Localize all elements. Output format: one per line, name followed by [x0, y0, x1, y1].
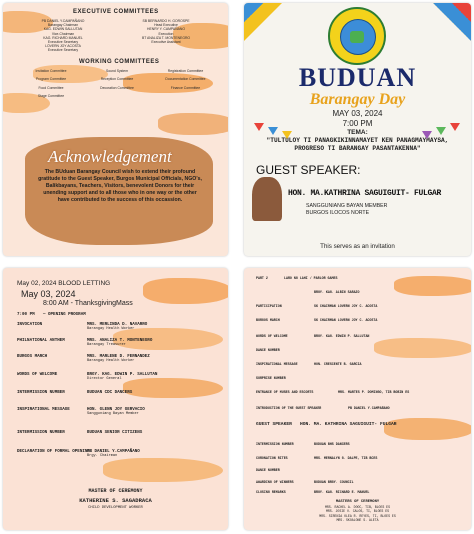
mc-title: MASTER OF CEREMONY	[88, 488, 143, 494]
pennant-flag	[436, 127, 446, 135]
guest-speaker-label: GUEST SPEAKER:	[256, 163, 361, 177]
program-row: SURPRISE NUMBER	[256, 376, 286, 380]
invitation-note: This serves as an invitation	[320, 243, 395, 250]
program-row: INSPIRATIONAL MESSAGE HON. GLENN JOY GERVACIO Sangguniang Bayan Member	[17, 408, 145, 416]
working-right-list: Registration Committee Documentation Committee Finance Committee	[165, 69, 206, 90]
guest-speaker-name: HON. MA.KATHRINA SAGUIGUIT- FULGAR	[288, 189, 442, 198]
program-row: CORONATION RITES MRS. MERNALYN G. DALPE, TIB BCES	[256, 456, 378, 460]
program-row: INTERMISSION NUMBER BUDUAN SENIOR CITIZENS	[17, 431, 143, 435]
mc-role: CHILD DEVELOPMENT WORKER	[88, 506, 143, 510]
program-row: INTRODUCTION OF THE GUEST SPEAKER PB DANIEL Y.CAMPAÑANO	[256, 406, 390, 410]
tema-text: "TULTULOY TI PANAGKIKINNAMAYET KEN PANAGMAYMAYSA, PROGRESO TI BARANGAY PASANTAKENNA"	[266, 137, 449, 152]
paint-splash	[103, 458, 223, 482]
program-row: INTERMISSION NUMBER BUDUAN BHS DANCERS	[256, 442, 350, 446]
event-title: BUDUAN	[298, 63, 417, 92]
event-subtitle: Barangay Day	[309, 91, 406, 108]
executive-committees-heading: EXECUTIVE COMMITTEES	[73, 9, 159, 15]
acknowledgement-title: Acknowledgement	[48, 147, 172, 166]
working-mid-list: Sound System Reception Committee Decoration Committee	[100, 69, 134, 90]
program-row: PARTICIPATION SK CHAIRMAN LOVERN JOY C. ACOSTA	[256, 304, 378, 308]
paint-splash	[158, 113, 228, 135]
bunting-corner	[433, 3, 471, 41]
program-row: INVOCATION MRS. MERLINDA D. NAVARRO Barangay Health Worker	[17, 323, 148, 331]
program-row: WORDS OF WELCOME BRGY. KAG. EDWIN P. SALLUTAN	[256, 334, 370, 338]
committees-panel	[3, 3, 228, 256]
program-row: PART 2 LARO NG LAHI / PARLOR GAMES	[256, 276, 338, 280]
event-time: 7:00 PM	[342, 119, 373, 128]
program-row: GUEST SPEAKER HON. MA. KATHRINA SAGUIGUIT- FULGAR	[256, 422, 397, 427]
program-row: INTERMISSION NUMBER BUDUAN CDC DANCERS	[17, 391, 133, 395]
pennant-flag	[254, 123, 264, 131]
paint-splash	[143, 278, 228, 304]
exec-right-list: SB BERNARDO H. GOROSPE Head Executive HENRY Y. CAMPAÑANO Execution BT ANALIZA T. MONTENEGRO Executive Assistant	[141, 19, 191, 45]
invitation-panel	[244, 3, 471, 256]
event-date: MAY 03, 2024	[332, 109, 383, 118]
program-row: BURGOS MARCH MRS. MARLENE D. FERNANDEZ Barangay Health Worker	[17, 355, 150, 363]
program-row: PHILNATIONAL ANTHEM MRS. ANALIZA T. MONTENEGRO Barangay Treasurer	[17, 339, 153, 347]
mc-names-list: MRS. RACHEL A. DOOC, TIB, BLOES ES MRS. JOSIE V. CALOS, TI, BLOES ES MRS. SIRENIA OLEA R. REYES, TI, BLOES ES MRS. SKOALONE S. ALETA	[319, 505, 396, 523]
program-row: INSPIRATIONAL MESSAGE HON. CRESCENTE B. GARCIA	[256, 362, 362, 366]
blood-letting-line: May 02, 2024 BLOOD LETTING	[17, 280, 111, 287]
program-panel-1	[3, 268, 228, 530]
pennant-flag	[450, 123, 460, 131]
exec-left-list: PB DANIEL Y.CAMPAÑANO Barangay Chairman KAG. EDWIN SALLUTAN Vice-Chairman KAG. RICHARD MANUEL Executive Secretary LOVERN JOY ACOSTA Executive Secretary	[41, 19, 85, 53]
program-panel-2: PART 2 LARO NG LAHI / PARLOR GAMES BRGY. KAG. ALBIN SARAZO PARTICIPATION SK CHAIRMAN LOVERN JOY C. ACOSTA BURGOS MARCH SK CHAIRMAN LOVERN JOY C. ACOSTA WORDS OF WELCOME BRGY. KAG. EDWIN P. SALLUTAN DANCE NUMBER INSPIRATIONAL MESSAGE HON. CRESCENTE B. GARCIA SURPRISE NUMBER ENTRANCE OF MUSES AND ESCORTS MRS. MARTES P. DOMINGO, TIB BOBIN ES INTRODUCTION OF THE GUEST SPEAKER PB DANIEL Y.CAMPAÑANO GUEST SPEAKER HON. MA. KATHRINA SAGUIGUIT- FULGAR INTERMISSION NUMBER BUDUAN BHS DANCERS CORONATION RITES MRS. MERNALYN G. DALPE, TIB BCES DANCE NUMBER AWARDING OF WINNERS BUDUAN BRGY. COUNCIL CLOSING REMARKS BRGY. KAG. RICHARD E. MANUEL MASTERS OF CEREMONY MRS. RACHEL A. DOOC, TIB, BLOES ES MRS. JOSIE V. CALOS, TI, BLOES ES MRS. SIRENIA OLEA R. REYES, TI, BLOES ES MRS. SKOALONE S. ALETA	[244, 268, 471, 530]
barangay-seal-icon	[328, 7, 386, 65]
program-row: 7:00 PM — OPENING PROGRAM	[17, 313, 86, 317]
mc-name: KATHERINE S. SAGADRACA	[79, 497, 152, 504]
guest-speaker-location: BURGOS ILOCOS NORTE	[306, 210, 370, 216]
program-row: BURGOS MARCH SK CHAIRMAN LOVERN JOY C. ACOSTA	[256, 318, 378, 322]
pennant-flag	[268, 127, 278, 135]
paint-splash	[123, 378, 223, 398]
program-row: DANCE NUMBER	[256, 468, 280, 472]
main-date: May 03, 2024	[21, 289, 76, 299]
pennant-flag	[422, 131, 432, 139]
mc-title: MASTERS OF CEREMONY	[335, 500, 380, 504]
program-row: DANCE NUMBER	[256, 348, 280, 352]
program-row: DECLARATION OF FORMAL OPENING PB DANIEL Y.CAMPAÑANO Brgy. Chairman	[17, 450, 140, 458]
tema-label: TEMA:	[347, 129, 368, 136]
working-left-list: Invitation Committee Program Committee Food Committee Stage Committee	[35, 69, 67, 99]
program-row: AWARDING OF WINNERS BUDUAN BRGY. COUNCIL	[256, 480, 354, 484]
working-committees-heading: WORKING COMMITTEES	[79, 59, 160, 65]
guest-speaker-photo	[252, 177, 282, 221]
program-row: ENTRANCE OF MUSES AND ESCORTS MRS. MARTES P. DOMINGO, TIB BOBIN ES	[256, 390, 410, 394]
program-row: WORDS OF WELCOME BRGY. KAG. EDWIN P. SALLUTAN Director General	[17, 373, 158, 381]
guest-speaker-role: SANGGUNIANG BAYAN MEMBER	[306, 203, 388, 209]
pennant-flag	[282, 131, 292, 139]
program-row: CLOSING REMARKS BRGY. KAG. RICHARD E. MANUEL	[256, 490, 370, 494]
bunting-corner	[244, 3, 282, 41]
acknowledgement-body: The BUduan Barangay Council wish to extend their profound gratitude to the Guest Speaker, Burgos Municipal Officials, NGO's, Balikbayans, Teachers, Visitors, benevolent Donors for their unending support and to all those who in one way or the other have contributed to the success of this occassion.	[38, 169, 202, 203]
thanksgiving-mass: 8:00 AM - ThanksgivingMass	[43, 300, 133, 307]
